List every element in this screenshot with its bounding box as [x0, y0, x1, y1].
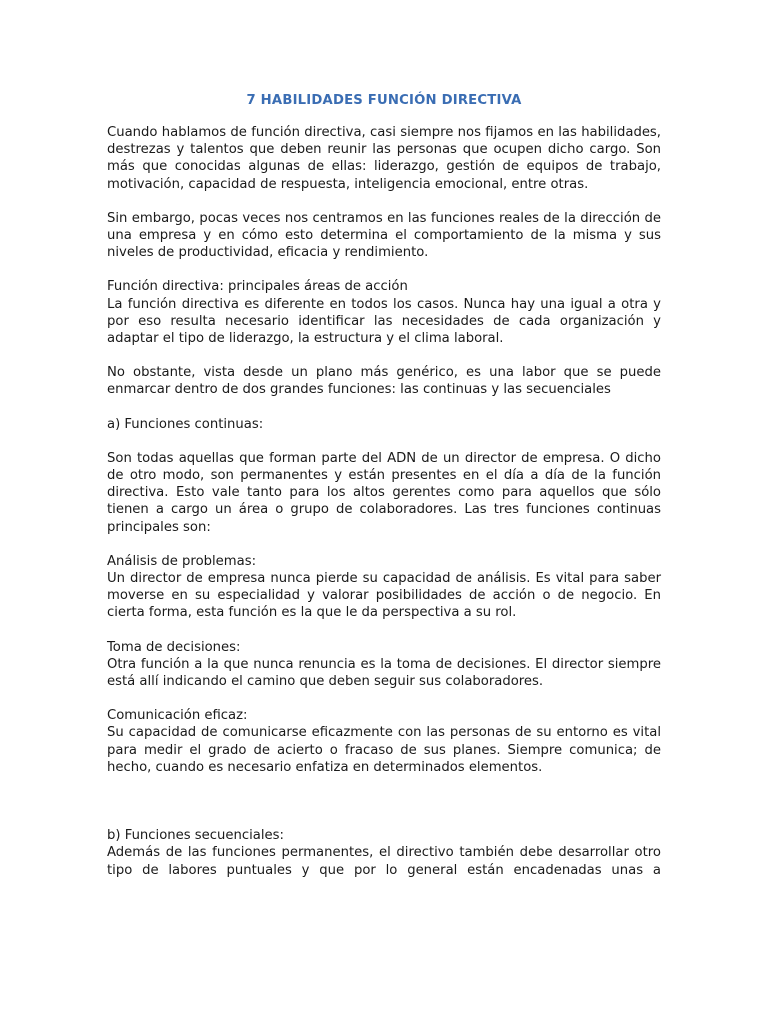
spacer [107, 810, 661, 827]
paragraph-intro: Cuando hablamos de función directiva, casi siempre nos fijamos en las habilidades, destrezas y talentos que deben reunir las personas que ocupen dicho cargo. Son más que conocidas algunas de ellas: liderazgo, gestión de equipos de trabajo, motivación, capacidad de respuesta, inteligencia emocional, entre otras. [107, 125, 661, 192]
spacer [107, 536, 661, 553]
spacer [107, 193, 661, 210]
paragraph-comunicacion: Su capacidad de comunicarse eficazmente con las personas de su entorno es vital para medir el grado de acierto o fracaso de sus planes. Siempre comunica; de hecho, cuando es necesario enfatiza en determinados elementos. [107, 725, 661, 775]
paragraph-sin-embargo: Sin embargo, pocas veces nos centramos en las funciones reales de la dirección de una empresa y en cómo esto determina el comportamiento de la misma y sus niveles de productividad, eficacia y rendimiento. [107, 210, 661, 261]
spacer [107, 261, 661, 278]
document-page [107, 92, 661, 879]
paragraph-funcion-diferente: La función directiva es diferente en todos los casos. Nunca hay una igual a otra y por eso resulta necesario identificar las necesidades de cada organización y adaptar el tipo de liderazgo, la estructura y el clima laboral. [107, 296, 661, 347]
subheading-toma-decisiones: Toma de decisiones: [107, 639, 241, 655]
paragraph-toma-decisiones: Otra función a la que nunca renuncia es la toma de decisiones. El director siempre está allí indicando el camino que deben seguir sus colaboradores. [107, 656, 661, 690]
spacer [107, 776, 661, 810]
subheading-comunicacion-eficaz: Comunicación eficaz: [107, 708, 248, 724]
section-heading-funcion-directiva: Función directiva: principales áreas de acción [107, 279, 408, 295]
paragraph-adn-director: Son todas aquellas que forman parte del ADN de un director de empresa. O dicho de otro modo, son permanentes y están presentes en el día a día de la función directiva. Esto vale tanto para los altos gerentes como para aquellos que sólo tienen a cargo un área o grupo de colaboradores. Las tres funciones continuas principales son: [107, 450, 661, 535]
document-title: 7 HABILIDADES FUNCIÓN DIRECTIVA [246, 93, 522, 108]
paragraph-no-obstante: No obstante, vista desde un plano más genérico, es una labor que se puede enmarcar dentro de dos grandes funciones: las continuas y las secuenciales [107, 365, 661, 398]
spacer [107, 690, 661, 707]
paragraph-funciones-secuenciales: Además de las funciones permanentes, el directivo también debe desarrollar otro tipo de labores puntuales y que por lo general están encadenadas unas a [107, 845, 661, 878]
section-heading-funciones-continuas: a) Funciones continuas: [107, 416, 264, 432]
spacer [107, 622, 661, 639]
paragraph-analisis: Un director de empresa nunca pierde su capacidad de análisis. Es vital para saber moverse en su especialidad y valorar posibilidades de acción o de negocio. En cierta forma, esta función es la que le da perspectiva a su rol. [107, 571, 661, 621]
section-heading-funciones-secuenciales: b) Funciones secuenciales: [107, 828, 284, 844]
subheading-analisis-problemas: Análisis de problemas: [107, 553, 257, 569]
spacer [107, 433, 661, 450]
spacer [107, 399, 661, 416]
spacer [107, 347, 661, 364]
